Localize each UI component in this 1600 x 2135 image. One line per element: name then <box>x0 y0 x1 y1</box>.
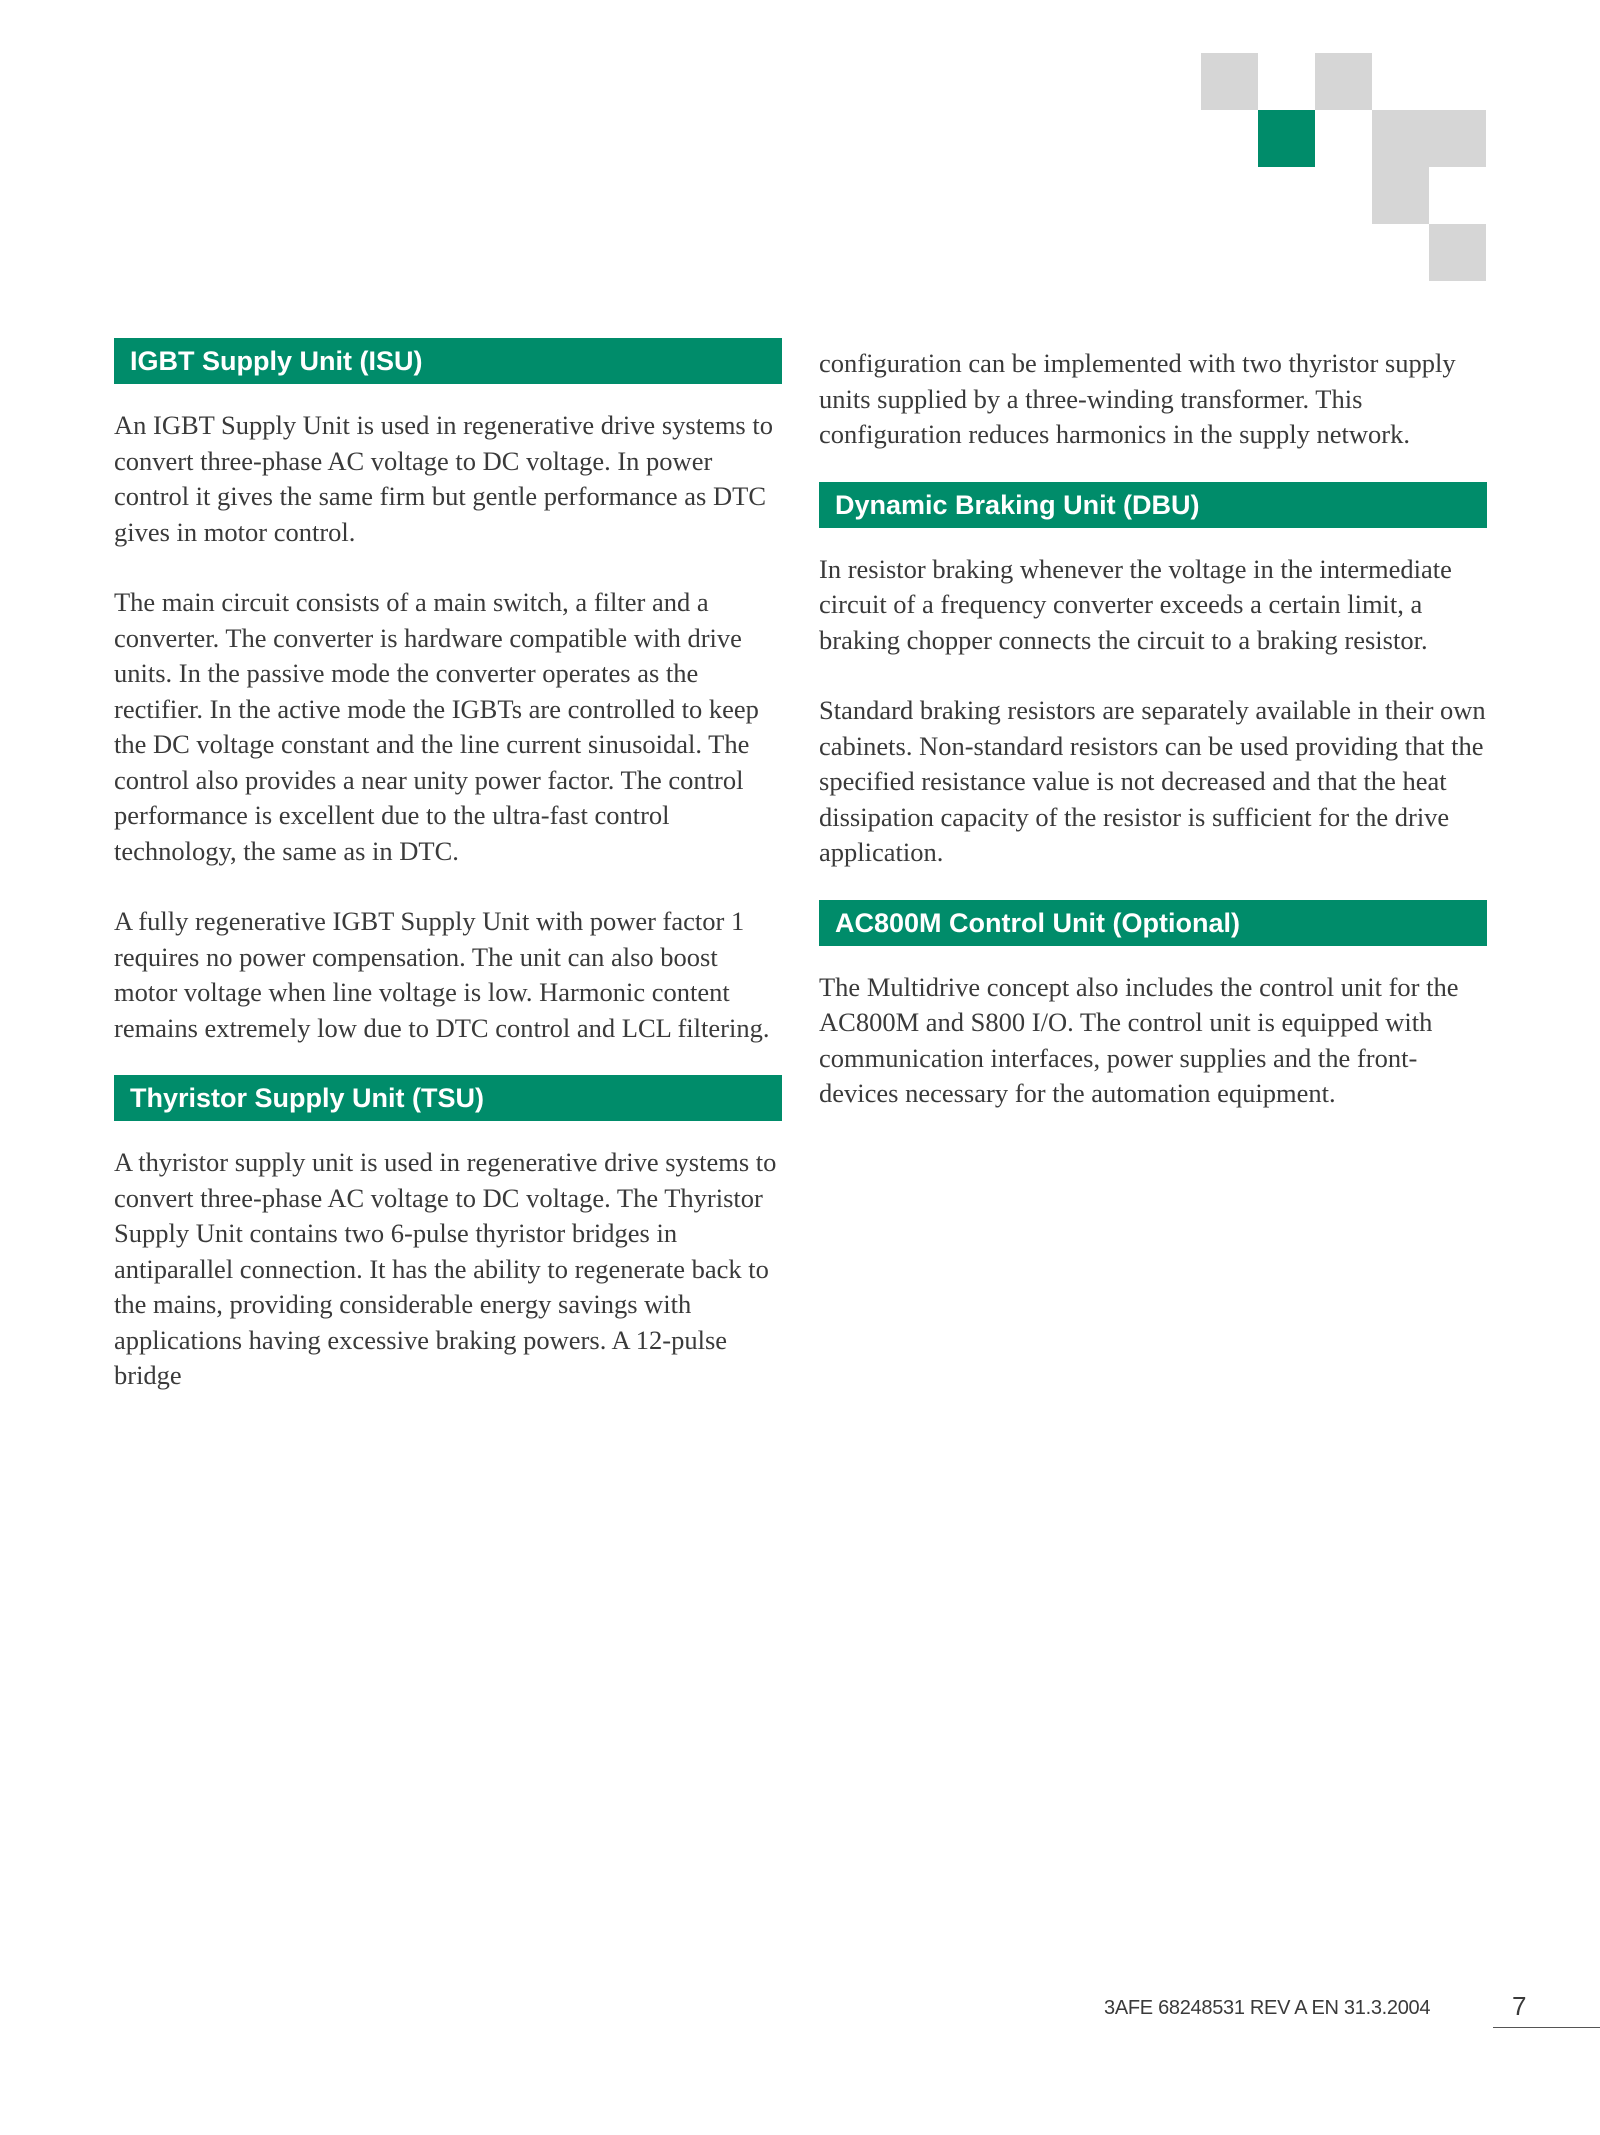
isu-paragraph-3: A fully regenerative IGBT Supply Unit with power factor 1 requires no power compensation. The unit can also boost motor voltage when line voltage is low. Harmonic content remains extremely low due to DTC control and LCL filtering. <box>114 906 770 1043</box>
dbu-section <box>819 482 1487 871</box>
decorative-tile <box>1201 53 1258 110</box>
tsu-heading: Thyristor Supply Unit (TSU) <box>114 1075 782 1121</box>
page-number: 7 <box>1512 1991 1527 2021</box>
dbu-paragraph-2: Standard braking resistors are separately available in their own cabinets. Non-standard resistors can be used providing that the specified resistance value is not decreased and that the heat dissipation capacity of the resistor is sufficient for the drive application. <box>819 695 1486 867</box>
footer-rule <box>1493 2027 1600 2028</box>
isu-paragraph-2: The main circuit consists of a main switch, a filter and a converter. The converter is hardware compatible with drive units. In the passive mode the converter operates as the rectifier. In the active mode the IGBTs are controlled to keep the DC voltage constant and the line current sinusoidal. The control also provides a near unity power factor. The control performance is excellent due to the ultra-fast control technology, the same as in DTC. <box>114 587 759 866</box>
decorative-tile-accent <box>1258 110 1315 167</box>
isu-section <box>114 338 782 1046</box>
tsu-paragraph-1: A thyristor supply unit is used in regenerative drive systems to convert three-phase AC voltage to DC voltage. The Thyristor Supply Unit contains two 6-pulse thyristor bridges in antiparallel connection. It has the ability to regenerate back to the mains, providing considerable energy savings with applications having excessive braking powers. A 12-pulse bridge <box>114 1147 777 1390</box>
dbu-paragraph-1: In resistor braking whenever the voltage in the intermediate circuit of a frequency converter exceeds a certain limit, a braking chopper connects the circuit to a braking resistor. <box>819 553 1452 655</box>
document-code: 3AFE 68248531 REV A EN 31.3.2004 <box>1104 1997 1431 2019</box>
left-column <box>114 338 782 1394</box>
isu-heading: IGBT Supply Unit (ISU) <box>114 338 782 384</box>
decorative-tile <box>1372 110 1429 167</box>
ac800m-paragraph-1: The Multidrive concept also includes the control unit for the AC800M and S800 I/O. The control unit is equipped with communication interfaces, power supplies and the front-devices necessary for the automation equipment. <box>819 971 1459 1108</box>
dbu-heading: Dynamic Braking Unit (DBU) <box>819 482 1487 528</box>
isu-paragraph-1: An IGBT Supply Unit is used in regenerative drive systems to convert three-phase AC voltage to DC voltage. In power control it gives the same firm but gentle performance as DTC gives in motor control. <box>114 410 773 547</box>
ac800m-heading: AC800M Control Unit (Optional) <box>819 900 1487 946</box>
tsu-section <box>114 1075 782 1394</box>
decorative-tile <box>1429 110 1486 167</box>
decorative-tile <box>1315 53 1372 110</box>
tsu-continued-paragraph: configuration can be implemented with two thyristor supply units supplied by a three-winding transformer. This configuration reduces harmonics in the supply network. <box>819 348 1456 449</box>
decorative-tile <box>1372 167 1429 224</box>
ac800m-section <box>819 900 1487 1112</box>
decorative-tile <box>1429 224 1486 281</box>
right-column <box>819 346 1487 1112</box>
